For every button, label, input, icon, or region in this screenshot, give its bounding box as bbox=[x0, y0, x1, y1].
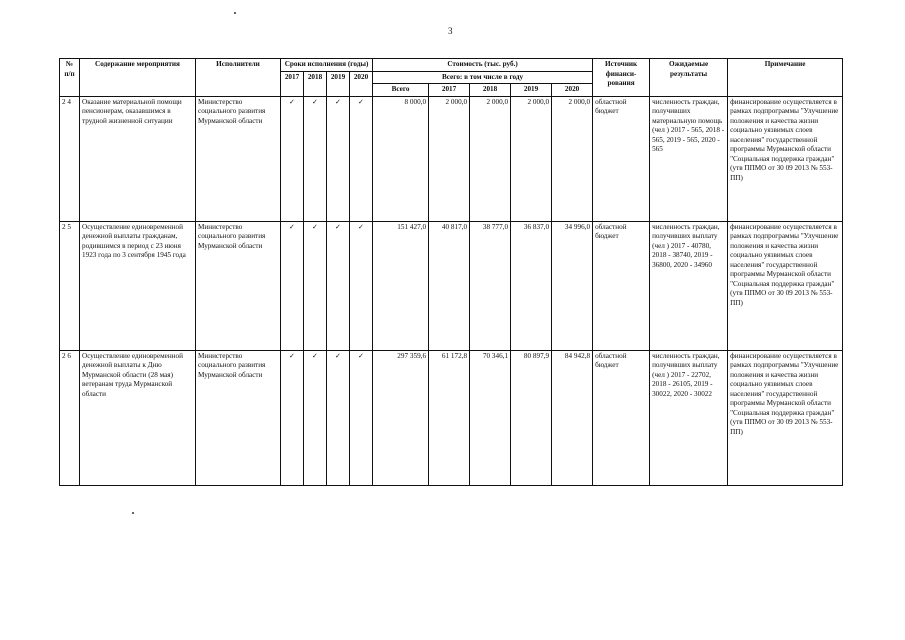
row-executor: Министерство социального развития Мурманской области bbox=[196, 96, 281, 221]
row-cost: 34 996,0 bbox=[552, 221, 593, 350]
row-num: 2 6 bbox=[60, 350, 80, 485]
row-total: 297 359,6 bbox=[373, 350, 429, 485]
header-cost-2018: 2018 bbox=[470, 84, 511, 97]
row-results: численность граждан, получивших выплату (чел ) 2017 - 22702, 2018 - 26105, 2019 - 30022, 2020 - 30022 bbox=[650, 350, 728, 485]
row-cost: 2 000,0 bbox=[429, 96, 470, 221]
row-cost: 2 000,0 bbox=[470, 96, 511, 221]
header-results: Ожидаемые результаты bbox=[650, 59, 728, 97]
row-cost: 2 000,0 bbox=[511, 96, 552, 221]
page-number: 3 bbox=[448, 26, 453, 36]
row-num: 2 5 bbox=[60, 221, 80, 350]
header-cost-2017: 2017 bbox=[429, 84, 470, 97]
table-row bbox=[60, 96, 843, 221]
header-cost: Стоимость (тыс. руб.) bbox=[373, 59, 593, 72]
scan-speck bbox=[234, 12, 236, 14]
row-content: Осуществление единовременной денежной выплаты гражданам, родившимся в период с 23 июня 1923 года по 3 сентября 1945 года bbox=[80, 221, 196, 350]
row-num: 2 4 bbox=[60, 96, 80, 221]
row-source: областной бюджет bbox=[593, 350, 650, 485]
row-content: Осуществление единовременной денежной выплаты к Дню Мурманской области (28 мая) ветеранам труда Мурманской области bbox=[80, 350, 196, 485]
row-note: финансирование осуществляется в рамках подпрограммы "Улучшение положения и качества жизни социально уязвимых слоев населения" государственной программы Мурманской области "Социальная поддержка граждан" (утв ППМО от 30 09 2013 № 553-ПП) bbox=[728, 96, 843, 221]
header-cost-2019: 2019 bbox=[511, 84, 552, 97]
check-mark: ✓ bbox=[281, 221, 304, 350]
row-source: областной бюджет bbox=[593, 221, 650, 350]
header-year-2018: 2018 bbox=[304, 71, 327, 96]
check-mark: ✓ bbox=[281, 96, 304, 221]
row-note: финансирование осуществляется в рамках подпрограммы "Улучшение положения и качества жизни социально уязвимых слоев населения" государственной программы Мурманской области "Социальная поддержка граждан" (утв ППМО от 30 09 2013 № 553-ПП) bbox=[728, 221, 843, 350]
check-mark: ✓ bbox=[304, 96, 327, 221]
header-terms: Сроки исполнения (годы) bbox=[281, 59, 373, 72]
row-content: Оказание материальной помощи пенсионерам, оказавшимся в трудной жизненной ситуации bbox=[80, 96, 196, 221]
row-note: финансирование осуществляется в рамках подпрограммы "Улучшение положения и качества жизни социально уязвимых слоев населения" государственной программы Мурманской области "Социальная поддержка граждан" (утв ППМО от 30 09 2013 № 553-ПП) bbox=[728, 350, 843, 485]
header-content: Содержание мероприятия bbox=[80, 59, 196, 97]
scan-speck bbox=[132, 512, 134, 514]
header-cost-sub: Всего: в том числе в году bbox=[373, 71, 593, 84]
table-row bbox=[60, 221, 843, 350]
row-executor: Министерство социального развития Мурманской области bbox=[196, 350, 281, 485]
row-cost: 80 897,9 bbox=[511, 350, 552, 485]
check-mark: ✓ bbox=[327, 350, 350, 485]
row-results: численность граждан, получивших материальную помощь (чел ) 2017 - 565, 2018 - 565, 2019 - 565, 2020 - 565 bbox=[650, 96, 728, 221]
header-num: № п/п bbox=[60, 59, 80, 97]
row-cost: 70 346,1 bbox=[470, 350, 511, 485]
row-cost: 38 777,0 bbox=[470, 221, 511, 350]
check-mark: ✓ bbox=[327, 96, 350, 221]
check-mark: ✓ bbox=[304, 350, 327, 485]
row-cost: 84 942,8 bbox=[552, 350, 593, 485]
header-total: Всего bbox=[373, 84, 429, 97]
check-mark: ✓ bbox=[350, 221, 373, 350]
header-year-2020: 2020 bbox=[350, 71, 373, 96]
header-note: Примечание bbox=[728, 59, 843, 97]
row-cost: 61 172,8 bbox=[429, 350, 470, 485]
header-year-2017: 2017 bbox=[281, 71, 304, 96]
check-mark: ✓ bbox=[304, 221, 327, 350]
header-source: Источник финанси-рования bbox=[593, 59, 650, 97]
check-mark: ✓ bbox=[350, 350, 373, 485]
row-total: 8 000,0 bbox=[373, 96, 429, 221]
row-results: численность граждан, получивших выплату (чел ) 2017 - 40780, 2018 - 38740, 2019 - 36800, 2020 - 34960 bbox=[650, 221, 728, 350]
check-mark: ✓ bbox=[281, 350, 304, 485]
check-mark: ✓ bbox=[350, 96, 373, 221]
measures-table bbox=[59, 58, 843, 486]
table-row bbox=[60, 350, 843, 485]
row-cost: 36 837,0 bbox=[511, 221, 552, 350]
row-cost: 2 000,0 bbox=[552, 96, 593, 221]
row-total: 151 427,0 bbox=[373, 221, 429, 350]
header-executors: Исполнители bbox=[196, 59, 281, 97]
check-mark: ✓ bbox=[327, 221, 350, 350]
header-year-2019: 2019 bbox=[327, 71, 350, 96]
row-cost: 40 817,0 bbox=[429, 221, 470, 350]
header-cost-2020: 2020 bbox=[552, 84, 593, 97]
row-source: областной бюджет bbox=[593, 96, 650, 221]
row-executor: Министерство социального развития Мурманской области bbox=[196, 221, 281, 350]
